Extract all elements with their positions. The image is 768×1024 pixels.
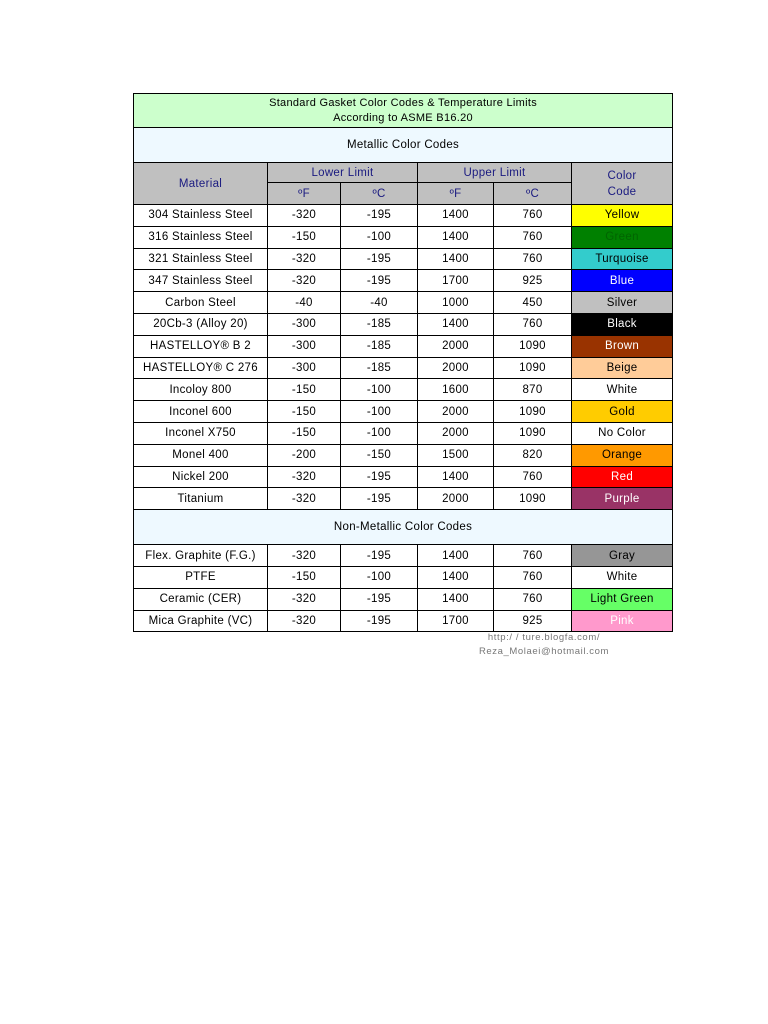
table-row — [134, 444, 673, 466]
upper-limit-f-cell: 2000 — [418, 488, 494, 510]
header-lower-f: ºF — [268, 183, 341, 205]
lower-limit-c-cell: -100 — [341, 226, 418, 248]
color-code-cell: White — [572, 379, 673, 401]
upper-limit-c-cell: 760 — [494, 466, 572, 488]
upper-limit-f-cell: 2000 — [418, 401, 494, 423]
material-cell: Monel 400 — [134, 444, 268, 466]
header-lower-limit: Lower Limit — [268, 163, 418, 183]
upper-limit-f-cell: 1400 — [418, 588, 494, 610]
header-color-code: Color Code — [572, 163, 673, 205]
material-cell: 304 Stainless Steel — [134, 205, 268, 227]
table-row — [134, 545, 673, 567]
color-code-cell: Green — [572, 226, 673, 248]
lower-limit-c-cell: -100 — [341, 401, 418, 423]
table-row — [134, 588, 673, 610]
upper-limit-c-cell: 925 — [494, 610, 572, 632]
material-cell: Ceramic (CER) — [134, 588, 268, 610]
header-lower-c: ºC — [341, 183, 418, 205]
material-cell: 316 Stainless Steel — [134, 226, 268, 248]
table-row — [134, 248, 673, 270]
upper-limit-c-cell: 760 — [494, 566, 572, 588]
material-cell: 347 Stainless Steel — [134, 270, 268, 292]
upper-limit-c-cell: 760 — [494, 545, 572, 567]
table-row — [134, 292, 673, 314]
color-code-cell: Purple — [572, 488, 673, 510]
section-heading-nonmetallic: Non-Metallic Color Codes — [134, 510, 673, 545]
table-row — [134, 270, 673, 292]
upper-limit-c-cell: 450 — [494, 292, 572, 314]
color-code-cell: Silver — [572, 292, 673, 314]
lower-limit-c-cell: -195 — [341, 545, 418, 567]
lower-limit-f-cell: -150 — [268, 401, 341, 423]
table-row — [134, 422, 673, 444]
upper-limit-f-cell: 2000 — [418, 357, 494, 379]
lower-limit-f-cell: -150 — [268, 566, 341, 588]
material-cell: Inconel X750 — [134, 422, 268, 444]
upper-limit-c-cell: 1090 — [494, 401, 572, 423]
upper-limit-f-cell: 1500 — [418, 444, 494, 466]
upper-limit-c-cell: 1090 — [494, 335, 572, 357]
table-row — [134, 226, 673, 248]
table-row — [134, 466, 673, 488]
table-row — [134, 313, 673, 335]
lower-limit-f-cell: -150 — [268, 226, 341, 248]
upper-limit-c-cell: 760 — [494, 313, 572, 335]
upper-limit-f-cell: 1400 — [418, 248, 494, 270]
material-cell: Inconel 600 — [134, 401, 268, 423]
upper-limit-f-cell: 1400 — [418, 545, 494, 567]
upper-limit-f-cell: 1000 — [418, 292, 494, 314]
lower-limit-f-cell: -150 — [268, 379, 341, 401]
upper-limit-c-cell: 1090 — [494, 422, 572, 444]
lower-limit-c-cell: -195 — [341, 610, 418, 632]
material-cell: Mica Graphite (VC) — [134, 610, 268, 632]
lower-limit-f-cell: -320 — [268, 610, 341, 632]
upper-limit-f-cell: 1700 — [418, 610, 494, 632]
lower-limit-c-cell: -195 — [341, 248, 418, 270]
lower-limit-f-cell: -150 — [268, 422, 341, 444]
title-line-1: Standard Gasket Color Codes & Temperature Limits — [269, 96, 537, 109]
upper-limit-c-cell: 1090 — [494, 488, 572, 510]
lower-limit-c-cell: -150 — [341, 444, 418, 466]
upper-limit-f-cell: 1400 — [418, 205, 494, 227]
material-cell: 20Cb-3 (Alloy 20) — [134, 313, 268, 335]
lower-limit-c-cell: -100 — [341, 566, 418, 588]
color-code-cell: Gold — [572, 401, 673, 423]
upper-limit-f-cell: 1400 — [418, 226, 494, 248]
table-row — [134, 610, 673, 632]
color-code-cell: Black — [572, 313, 673, 335]
lower-limit-c-cell: -100 — [341, 422, 418, 444]
lower-limit-f-cell: -300 — [268, 335, 341, 357]
table-row — [134, 357, 673, 379]
lower-limit-c-cell: -185 — [341, 313, 418, 335]
upper-limit-c-cell: 760 — [494, 248, 572, 270]
lower-limit-f-cell: -40 — [268, 292, 341, 314]
lower-limit-c-cell: -195 — [341, 588, 418, 610]
section-heading-metallic: Metallic Color Codes — [134, 128, 673, 163]
lower-limit-f-cell: -320 — [268, 466, 341, 488]
lower-limit-c-cell: -100 — [341, 379, 418, 401]
table-row — [134, 401, 673, 423]
color-code-cell: Blue — [572, 270, 673, 292]
lower-limit-f-cell: -320 — [268, 588, 341, 610]
upper-limit-c-cell: 1090 — [494, 357, 572, 379]
upper-limit-f-cell: 1700 — [418, 270, 494, 292]
title-line-2: According to ASME B16.20 — [333, 111, 473, 124]
material-cell: PTFE — [134, 566, 268, 588]
upper-limit-f-cell: 1400 — [418, 313, 494, 335]
header-upper-limit: Upper Limit — [418, 163, 572, 183]
table-row — [134, 205, 673, 227]
gasket-color-code-table — [133, 93, 673, 632]
header-upper-c: ºC — [494, 183, 572, 205]
upper-limit-f-cell: 1400 — [418, 466, 494, 488]
lower-limit-c-cell: -195 — [341, 488, 418, 510]
lower-limit-f-cell: -320 — [268, 488, 341, 510]
color-code-cell: Beige — [572, 357, 673, 379]
lower-limit-f-cell: -320 — [268, 248, 341, 270]
color-code-cell: Red — [572, 466, 673, 488]
upper-limit-f-cell: 1600 — [418, 379, 494, 401]
lower-limit-f-cell: -320 — [268, 545, 341, 567]
lower-limit-c-cell: -185 — [341, 357, 418, 379]
upper-limit-c-cell: 820 — [494, 444, 572, 466]
lower-limit-c-cell: -40 — [341, 292, 418, 314]
material-cell: HASTELLOY® B 2 — [134, 335, 268, 357]
upper-limit-c-cell: 870 — [494, 379, 572, 401]
color-code-cell: Turquoise — [572, 248, 673, 270]
material-cell: 321 Stainless Steel — [134, 248, 268, 270]
table-row — [134, 379, 673, 401]
upper-limit-c-cell: 760 — [494, 205, 572, 227]
upper-limit-f-cell: 2000 — [418, 422, 494, 444]
lower-limit-f-cell: -320 — [268, 270, 341, 292]
color-code-cell: No Color — [572, 422, 673, 444]
lower-limit-f-cell: -300 — [268, 313, 341, 335]
material-cell: HASTELLOY® C 276 — [134, 357, 268, 379]
color-code-cell: White — [572, 566, 673, 588]
lower-limit-c-cell: -185 — [341, 335, 418, 357]
upper-limit-c-cell: 925 — [494, 270, 572, 292]
color-code-cell: Gray — [572, 545, 673, 567]
material-cell: Nickel 200 — [134, 466, 268, 488]
upper-limit-f-cell: 1400 — [418, 566, 494, 588]
header-material: Material — [134, 163, 268, 205]
lower-limit-f-cell: -300 — [268, 357, 341, 379]
material-cell: Titanium — [134, 488, 268, 510]
footer-email: Reza_Molaei@hotmail.com — [478, 646, 610, 657]
table-row — [134, 566, 673, 588]
upper-limit-c-cell: 760 — [494, 226, 572, 248]
color-code-cell: Light Green — [572, 588, 673, 610]
table-row — [134, 335, 673, 357]
lower-limit-c-cell: -195 — [341, 466, 418, 488]
lower-limit-f-cell: -200 — [268, 444, 341, 466]
material-cell: Incoloy 800 — [134, 379, 268, 401]
table-title — [134, 94, 673, 128]
color-code-cell: Yellow — [572, 205, 673, 227]
color-code-cell: Brown — [572, 335, 673, 357]
upper-limit-c-cell: 760 — [494, 588, 572, 610]
color-code-cell: Orange — [572, 444, 673, 466]
lower-limit-c-cell: -195 — [341, 205, 418, 227]
lower-limit-c-cell: -195 — [341, 270, 418, 292]
lower-limit-f-cell: -320 — [268, 205, 341, 227]
material-cell: Carbon Steel — [134, 292, 268, 314]
table-row — [134, 488, 673, 510]
material-cell: Flex. Graphite (F.G.) — [134, 545, 268, 567]
color-code-cell: Pink — [572, 610, 673, 632]
header-upper-f: ºF — [418, 183, 494, 205]
footer-url: http:/ / ture.blogfa.com/ — [487, 632, 601, 643]
upper-limit-f-cell: 2000 — [418, 335, 494, 357]
